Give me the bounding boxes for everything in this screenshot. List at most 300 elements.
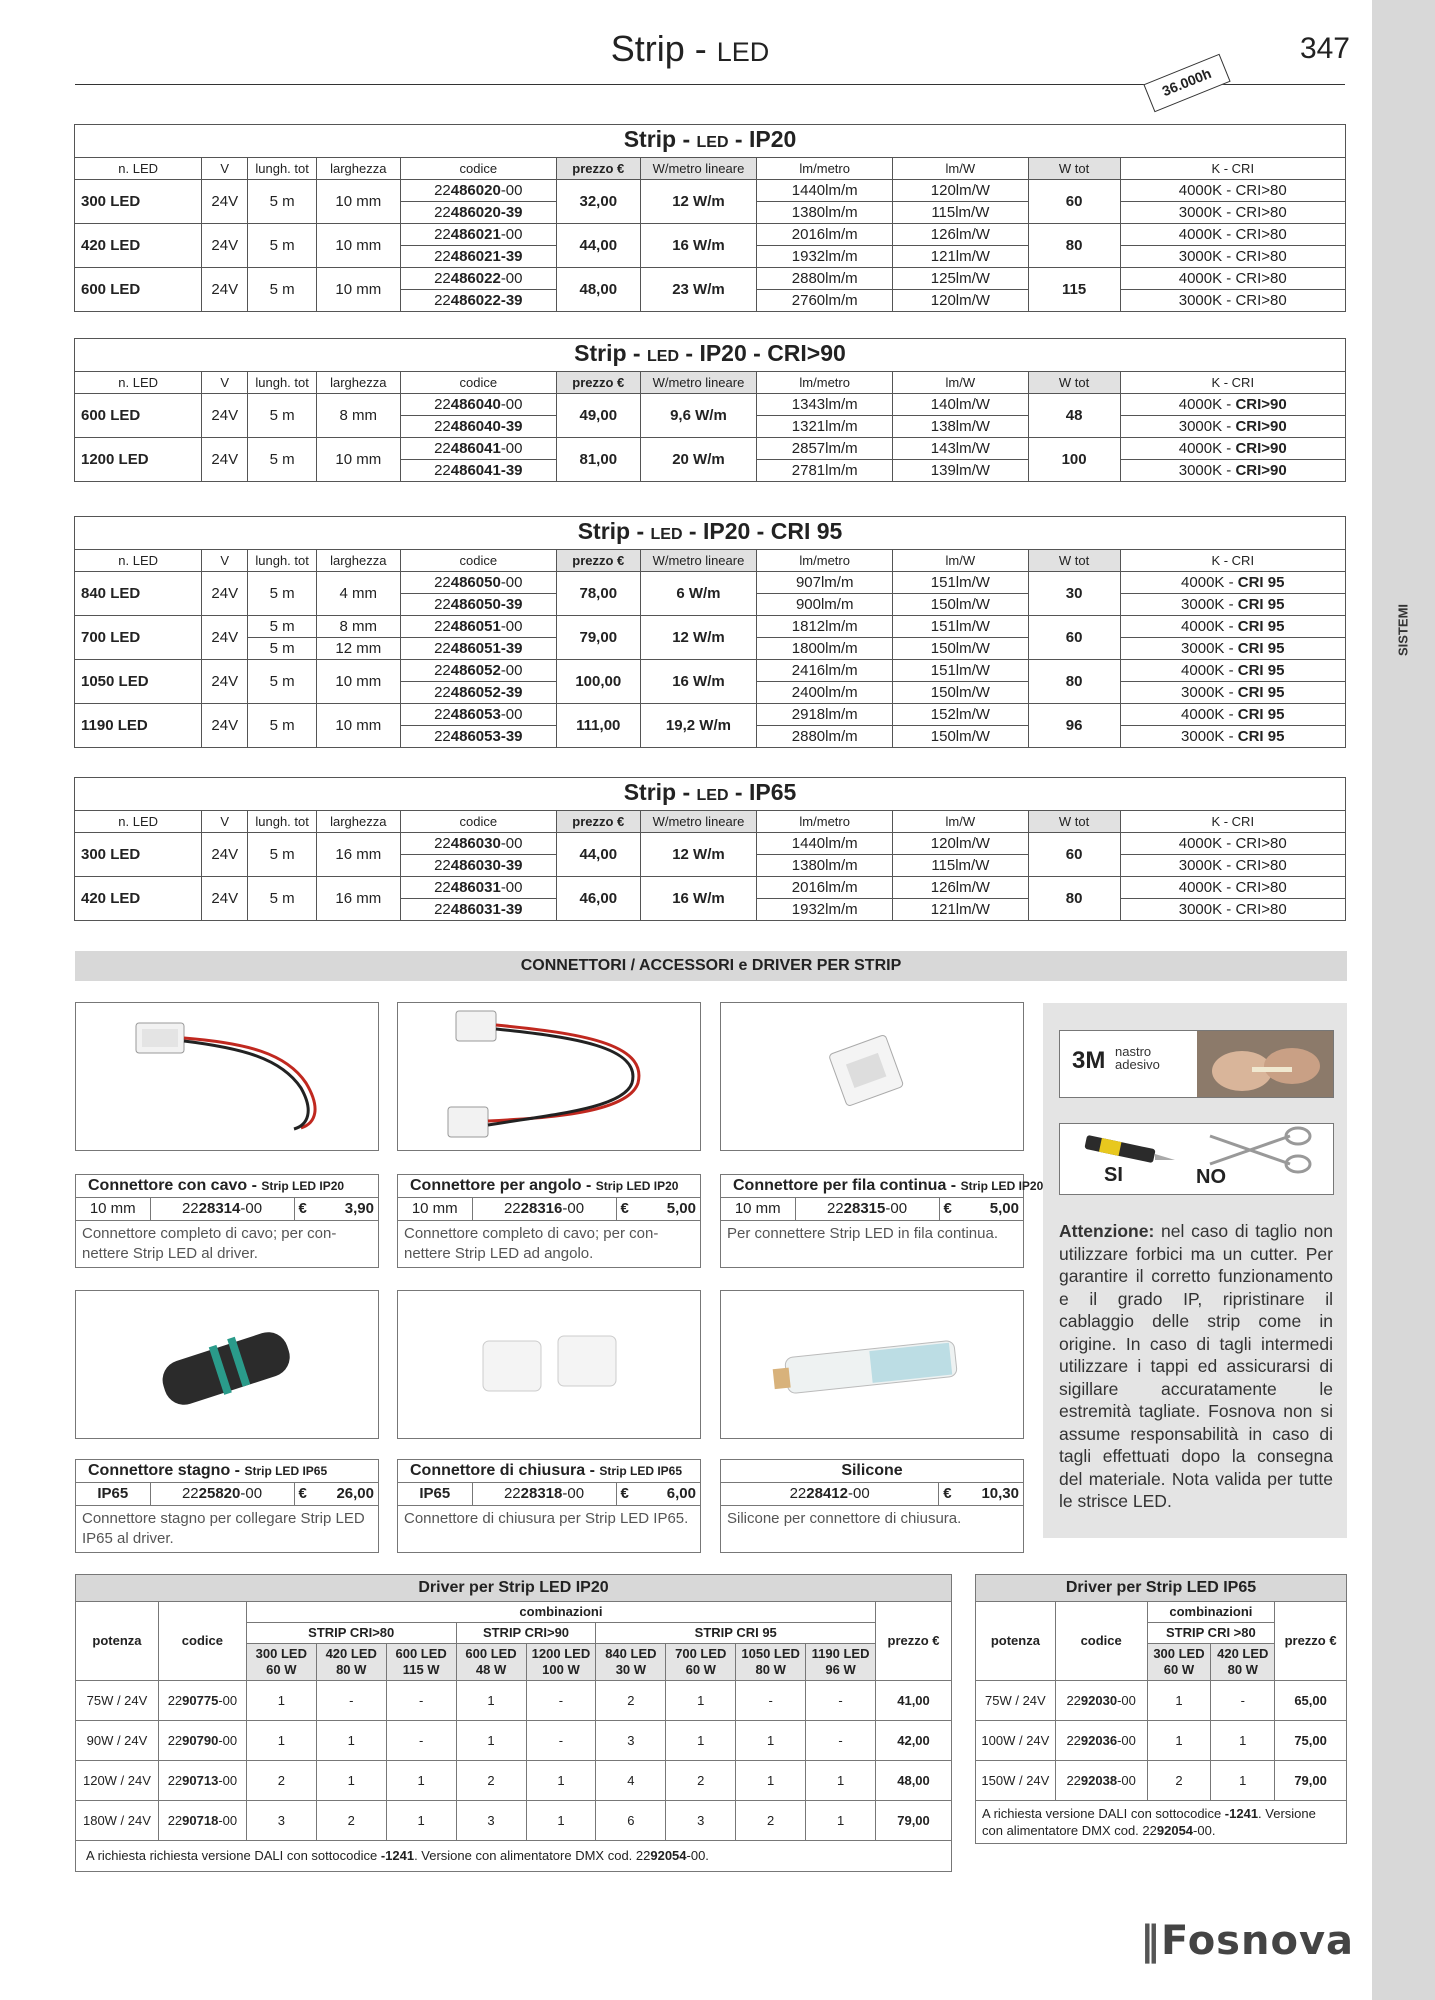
color-temp-cri: 4000K - CRI 95 — [1120, 572, 1345, 594]
price: 100,00 — [557, 660, 640, 704]
card-spec: IP65 — [398, 1483, 473, 1505]
watt-total: 30 — [1028, 572, 1120, 616]
card-price: € 5,00 — [620, 1200, 696, 1217]
table-row — [75, 660, 1346, 682]
combination-value: - — [316, 1681, 386, 1721]
column-header: n. LED — [75, 158, 202, 180]
card-description: Silicone per connettore di chiusura. — [727, 1510, 962, 1527]
card-code: 2225820-00 — [151, 1483, 295, 1505]
led-count: 840 LED — [75, 572, 202, 616]
price: 78,00 — [557, 572, 640, 616]
card-spec: 10 mm — [76, 1198, 151, 1220]
column-header: prezzo € — [557, 550, 640, 572]
color-temp-cri: 4000K - CRI 95 — [1120, 704, 1345, 726]
lumen-per-meter: 2880lm/m — [757, 268, 893, 290]
card-description: Per connettere Strip LED in fila continua. — [727, 1225, 998, 1242]
spec-table — [74, 338, 1346, 482]
fosnova-logo: ‖Fosnova — [1140, 1918, 1355, 1964]
spec-table — [74, 124, 1346, 312]
strip-table-2 — [74, 338, 1346, 482]
column-header: lungh. tot — [248, 550, 317, 572]
card-spec-row — [76, 1198, 378, 1221]
width: 12 mm — [317, 638, 400, 660]
voltage: 24V — [202, 877, 248, 921]
cutting-info-box — [1043, 1003, 1347, 1538]
card-spec: IP65 — [76, 1483, 151, 1505]
column-header: lm/W — [893, 550, 1029, 572]
led-count: 1200 LED — [75, 438, 202, 482]
driver-code: 2290790-00 — [158, 1721, 246, 1761]
page-title: Strip - LED — [610, 28, 770, 69]
table-row — [75, 572, 1346, 594]
color-temp-cri: 3000K - CRI>80 — [1120, 202, 1345, 224]
combination-value: 1 — [736, 1761, 806, 1801]
column-header: V — [202, 158, 248, 180]
voltage: 24V — [202, 180, 248, 224]
card-spec-row — [398, 1483, 700, 1506]
tape-hands-image — [1197, 1031, 1333, 1097]
lumen-per-watt: 138lm/W — [893, 416, 1029, 438]
color-temp-cri: 3000K - CRI>80 — [1120, 246, 1345, 268]
photo-connector-cable — [75, 1002, 379, 1151]
driver-price: 48,00 — [876, 1761, 952, 1801]
photo-connector-angle — [397, 1002, 701, 1151]
card-code: 2228315-00 — [796, 1198, 940, 1220]
led-count: 420 LED — [75, 224, 202, 268]
watt-per-meter: 16 W/m — [640, 224, 757, 268]
table-row — [976, 1721, 1347, 1761]
combination-value: - — [736, 1681, 806, 1721]
combination-value: - — [1211, 1681, 1275, 1721]
lumen-per-meter: 1812lm/m — [757, 616, 893, 638]
column-header: prezzo € — [557, 372, 640, 394]
price: 81,00 — [557, 438, 640, 482]
column-header: W/metro lineare — [640, 550, 757, 572]
combination-value: 1 — [806, 1801, 876, 1841]
product-code: 22486053-39 — [400, 726, 557, 748]
column-header: lm/metro — [757, 372, 893, 394]
column-header: lm/metro — [757, 811, 893, 833]
yes-label: SI — [1104, 1164, 1123, 1186]
lumen-per-watt: 121lm/W — [893, 899, 1029, 921]
strip-column-header: 1200 LED 100 W — [526, 1644, 596, 1681]
table-row — [75, 704, 1346, 726]
led-count: 1190 LED — [75, 704, 202, 748]
product-code: 22486052-00 — [400, 660, 557, 682]
price-header: prezzo € — [1275, 1602, 1347, 1681]
strip-column-header: 700 LED 60 W — [666, 1644, 736, 1681]
combination-value: - — [526, 1681, 596, 1721]
combination-value: 1 — [526, 1761, 596, 1801]
led-count: 600 LED — [75, 268, 202, 312]
lumen-per-watt: 126lm/W — [893, 877, 1029, 899]
card-title: Silicone — [721, 1460, 1023, 1483]
product-code: 22486051-00 — [400, 616, 557, 638]
watt-total: 48 — [1028, 394, 1120, 438]
driver-code: 2290713-00 — [158, 1761, 246, 1801]
lumen-per-watt: 152lm/W — [893, 704, 1029, 726]
lumen-per-meter: 2400lm/m — [757, 682, 893, 704]
driver-code: 2290718-00 — [158, 1801, 246, 1841]
product-code: 22486021-00 — [400, 224, 557, 246]
strip-column-header: 300 LED 60 W — [1147, 1644, 1211, 1681]
table-row — [75, 268, 1346, 290]
driver-price: 42,00 — [876, 1721, 952, 1761]
driver-power: 180W / 24V — [76, 1801, 159, 1841]
strip-column-header: 300 LED 60 W — [246, 1644, 316, 1681]
length: 5 m — [248, 394, 317, 438]
strip-table-1 — [74, 124, 1346, 312]
driver-price: 79,00 — [1275, 1761, 1347, 1801]
lumen-per-meter: 1932lm/m — [757, 246, 893, 268]
combination-value: 3 — [246, 1801, 316, 1841]
card-spec-row — [76, 1483, 378, 1506]
column-header: K - CRI — [1120, 811, 1345, 833]
color-temp-cri: 4000K - CRI>90 — [1120, 438, 1345, 460]
lifetime-stamp: 36.000h — [1143, 54, 1230, 113]
column-header: lm/W — [893, 158, 1029, 180]
watt-total: 115 — [1028, 268, 1120, 312]
product-code: 22486050-39 — [400, 594, 557, 616]
section-label: SISTEMI — [1395, 604, 1411, 657]
card-code: 2228412-00 — [721, 1483, 939, 1505]
group-header: STRIP CRI>80 — [246, 1623, 456, 1644]
lumen-per-watt: 120lm/W — [893, 290, 1029, 312]
column-header: codice — [400, 372, 557, 394]
column-header: n. LED — [75, 811, 202, 833]
column-header: W/metro lineare — [640, 811, 757, 833]
lumen-per-watt: 125lm/W — [893, 268, 1029, 290]
column-header: W/metro lineare — [640, 158, 757, 180]
code-header: codice — [1055, 1602, 1147, 1681]
driver-code: 2292036-00 — [1055, 1721, 1147, 1761]
card-description: Connettore di chiusura per Strip LED IP65. — [404, 1510, 689, 1527]
lumen-per-watt: 121lm/W — [893, 246, 1029, 268]
watt-per-meter: 12 W/m — [640, 180, 757, 224]
voltage: 24V — [202, 704, 248, 748]
table-row — [76, 1801, 952, 1841]
watt-per-meter: 6 W/m — [640, 572, 757, 616]
product-code: 22486040-39 — [400, 416, 557, 438]
card-price: € 10,30 — [943, 1485, 1019, 1502]
accessories-banner: CONNETTORI / ACCESSORI e DRIVER PER STRIP — [75, 951, 1347, 981]
product-code: 22486021-39 — [400, 246, 557, 268]
driver-ip20-table — [75, 1574, 952, 1872]
table-title: Strip - LED - IP20 — [75, 125, 1346, 158]
lumen-per-meter: 1343lm/m — [757, 394, 893, 416]
driver-code: 2292038-00 — [1055, 1761, 1147, 1801]
column-header: codice — [400, 550, 557, 572]
width: 10 mm — [317, 180, 400, 224]
column-header: prezzo € — [557, 158, 640, 180]
card-title: Connettore stagno - Strip LED IP65 — [76, 1460, 378, 1483]
product-card — [720, 1174, 1044, 1268]
column-header: n. LED — [75, 372, 202, 394]
lumen-per-watt: 139lm/W — [893, 460, 1029, 482]
watt-total: 60 — [1028, 833, 1120, 877]
combinations-header: combinazioni — [246, 1602, 875, 1623]
combination-value: 6 — [596, 1801, 666, 1841]
combination-value: 2 — [1147, 1761, 1211, 1801]
spec-table — [74, 516, 1346, 748]
length: 5 m — [248, 660, 317, 704]
group-header: STRIP CRI 95 — [596, 1623, 876, 1644]
combination-value: 1 — [456, 1681, 526, 1721]
table-row — [75, 616, 1346, 638]
card-description: Connettore completo di cavo; per connettere Strip LED ad angolo. — [404, 1225, 659, 1262]
code-header: codice — [158, 1602, 246, 1681]
combination-value: 1 — [456, 1721, 526, 1761]
width: 8 mm — [317, 394, 400, 438]
column-header: V — [202, 372, 248, 394]
lumen-per-watt: 151lm/W — [893, 616, 1029, 638]
lumen-per-meter: 1440lm/m — [757, 833, 893, 855]
lumen-per-watt: 150lm/W — [893, 682, 1029, 704]
voltage: 24V — [202, 394, 248, 438]
table-row — [75, 833, 1346, 855]
group-header: STRIP CRI>90 — [456, 1623, 596, 1644]
card-description: Connettore completo di cavo; per connettere Strip LED al driver. — [82, 1225, 337, 1262]
combination-value: 2 — [666, 1761, 736, 1801]
product-card — [75, 1174, 379, 1268]
driver-power: 150W / 24V — [976, 1761, 1056, 1801]
product-card — [720, 1459, 1024, 1553]
combination-value: 1 — [526, 1801, 596, 1841]
driver-power: 75W / 24V — [76, 1681, 159, 1721]
table-title: Strip - LED - IP65 — [75, 778, 1346, 811]
product-code: 22486053-00 — [400, 704, 557, 726]
column-header: V — [202, 550, 248, 572]
table-row — [75, 438, 1346, 460]
watt-total: 100 — [1028, 438, 1120, 482]
combinations-header: combinazioni — [1147, 1602, 1275, 1623]
table-row — [76, 1761, 952, 1801]
driver-ip20-note: A richiesta richiesta versione DALI con sottocodice -1241. Versione con alimentatore DMX cod. 2292054-00. — [76, 1841, 952, 1872]
power-header: potenza — [976, 1602, 1056, 1681]
combination-value: - — [806, 1681, 876, 1721]
photo-end-cap — [397, 1290, 701, 1439]
width: 10 mm — [317, 224, 400, 268]
length: 5 m — [248, 616, 317, 638]
combination-value: 4 — [596, 1761, 666, 1801]
width: 10 mm — [317, 704, 400, 748]
led-count: 700 LED — [75, 616, 202, 660]
strip-column-header: 420 LED 80 W — [316, 1644, 386, 1681]
connector-cable-image — [76, 1003, 378, 1150]
strip-table-4 — [74, 777, 1346, 921]
color-temp-cri: 4000K - CRI>80 — [1120, 833, 1345, 855]
color-temp-cri: 3000K - CRI 95 — [1120, 594, 1345, 616]
color-temp-cri: 4000K - CRI 95 — [1120, 616, 1345, 638]
lumen-per-meter: 2016lm/m — [757, 224, 893, 246]
combination-value: 1 — [246, 1721, 316, 1761]
watt-total: 80 — [1028, 224, 1120, 268]
column-header: W tot — [1028, 158, 1120, 180]
card-spec-row — [721, 1198, 1023, 1221]
cutter-icon — [1080, 1128, 1180, 1168]
combination-value: 1 — [386, 1801, 456, 1841]
connector-waterproof-image — [76, 1291, 378, 1438]
driver-power: 90W / 24V — [76, 1721, 159, 1761]
card-spec: 10 mm — [398, 1198, 473, 1220]
product-code: 22486022-00 — [400, 268, 557, 290]
card-title: Connettore con cavo - Strip LED IP20 — [76, 1175, 378, 1198]
product-code: 22486041-39 — [400, 460, 557, 482]
price: 46,00 — [557, 877, 640, 921]
product-code: 22486022-39 — [400, 290, 557, 312]
lumen-per-watt: 126lm/W — [893, 224, 1029, 246]
voltage: 24V — [202, 833, 248, 877]
price: 111,00 — [557, 704, 640, 748]
led-count: 300 LED — [75, 833, 202, 877]
lumen-per-meter: 2918lm/m — [757, 704, 893, 726]
combination-value: - — [386, 1681, 456, 1721]
combination-value: 2 — [316, 1801, 386, 1841]
driver-ip65-note: A richiesta versione DALI con sottocodice -1241. Versione con alimentatore DMX cod. 2292054-00. — [976, 1801, 1347, 1844]
no-label: NO — [1196, 1166, 1226, 1188]
strip-column-header: 600 LED 115 W — [386, 1644, 456, 1681]
combination-value: 3 — [596, 1721, 666, 1761]
combination-value: 1 — [1211, 1721, 1275, 1761]
lumen-per-meter: 900lm/m — [757, 594, 893, 616]
attention-text: Attenzione: nel caso di taglio non utilizzare forbici ma un cutter. Per garantire il corretto funzionamento e il grado IP, ripristinare il cablaggio delle strip come in origine. In caso di tagli intermedi utilizzare i tappi ed assicurarsi di sigillare accuratamente le estremità tagliate. Fosnova non si assume responsabilità in caso di tagli effettuati dopo la consegna del materiale. Nota valida per tutte le strisce LED. — [1059, 1221, 1333, 1511]
lumen-per-meter: 2760lm/m — [757, 290, 893, 312]
combination-value: 1 — [666, 1681, 736, 1721]
column-header: lungh. tot — [248, 372, 317, 394]
table-row — [75, 180, 1346, 202]
photo-connector-continuous — [720, 1002, 1024, 1151]
column-header: larghezza — [317, 158, 400, 180]
driver-ip20-title: Driver per Strip LED IP20 — [76, 1575, 952, 1602]
watt-per-meter: 19,2 W/m — [640, 704, 757, 748]
column-header: K - CRI — [1120, 550, 1345, 572]
watt-per-meter: 16 W/m — [640, 877, 757, 921]
voltage: 24V — [202, 572, 248, 616]
product-code: 22486020-39 — [400, 202, 557, 224]
photo-silicone — [720, 1290, 1024, 1439]
color-temp-cri: 3000K - CRI>80 — [1120, 290, 1345, 312]
watt-per-meter: 12 W/m — [640, 833, 757, 877]
combination-value: 1 — [736, 1721, 806, 1761]
lumen-per-meter: 907lm/m — [757, 572, 893, 594]
combination-value: 1 — [666, 1721, 736, 1761]
column-header: lm/W — [893, 372, 1029, 394]
strip-table-3 — [74, 516, 1346, 748]
card-price: € 5,00 — [943, 1200, 1019, 1217]
watt-per-meter: 20 W/m — [640, 438, 757, 482]
length: 5 m — [248, 704, 317, 748]
product-code: 22486040-00 — [400, 394, 557, 416]
color-temp-cri: 3000K - CRI>80 — [1120, 855, 1345, 877]
product-code: 22486030-39 — [400, 855, 557, 877]
length: 5 m — [248, 638, 317, 660]
lumen-per-watt: 150lm/W — [893, 594, 1029, 616]
length: 5 m — [248, 224, 317, 268]
watt-per-meter: 23 W/m — [640, 268, 757, 312]
lumen-per-meter: 1440lm/m — [757, 180, 893, 202]
lumen-per-watt: 120lm/W — [893, 180, 1029, 202]
column-header: larghezza — [317, 372, 400, 394]
watt-per-meter: 12 W/m — [640, 616, 757, 660]
side-band — [1372, 0, 1435, 2000]
combination-value: 1 — [1147, 1721, 1211, 1761]
card-code: 2228316-00 — [473, 1198, 617, 1220]
card-price: € 6,00 — [620, 1485, 696, 1502]
column-header: K - CRI — [1120, 372, 1345, 394]
product-code: 22486041-00 — [400, 438, 557, 460]
column-header: lm/W — [893, 811, 1029, 833]
lumen-per-watt: 143lm/W — [893, 438, 1029, 460]
combination-value: 2 — [736, 1801, 806, 1841]
column-header: K - CRI — [1120, 158, 1345, 180]
width: 10 mm — [317, 268, 400, 312]
product-code: 22486050-00 — [400, 572, 557, 594]
product-code: 22486051-39 — [400, 638, 557, 660]
length: 5 m — [248, 268, 317, 312]
color-temp-cri: 4000K - CRI>80 — [1120, 268, 1345, 290]
column-header: lungh. tot — [248, 811, 317, 833]
card-price: € 26,00 — [298, 1485, 374, 1502]
card-title: Connettore per fila continua - Strip LED IP20 — [721, 1175, 1023, 1198]
tools-panel — [1059, 1123, 1334, 1195]
strip-column-header: 1190 LED 96 W — [806, 1644, 876, 1681]
column-header: W tot — [1028, 811, 1120, 833]
voltage: 24V — [202, 660, 248, 704]
lumen-per-meter: 2880lm/m — [757, 726, 893, 748]
product-code: 22486020-00 — [400, 180, 557, 202]
color-temp-cri: 4000K - CRI>80 — [1120, 180, 1345, 202]
lumen-per-meter: 1380lm/m — [757, 202, 893, 224]
lumen-per-watt: 140lm/W — [893, 394, 1029, 416]
lumen-per-watt: 150lm/W — [893, 726, 1029, 748]
length: 5 m — [248, 438, 317, 482]
card-spec-row — [398, 1198, 700, 1221]
driver-code: 2292030-00 — [1055, 1681, 1147, 1721]
strip-column-header: 420 LED 80 W — [1211, 1644, 1275, 1681]
table-title: Strip - LED - IP20 - CRI>90 — [75, 339, 1346, 372]
table-row — [76, 1721, 952, 1761]
strip-column-header: 600 LED 48 W — [456, 1644, 526, 1681]
combination-value: - — [526, 1721, 596, 1761]
length: 5 m — [248, 877, 317, 921]
column-header: lm/metro — [757, 550, 893, 572]
color-temp-cri: 3000K - CRI 95 — [1120, 638, 1345, 660]
lumen-per-meter: 1321lm/m — [757, 416, 893, 438]
product-card — [397, 1174, 701, 1268]
color-temp-cri: 3000K - CRI>90 — [1120, 460, 1345, 482]
width: 10 mm — [317, 438, 400, 482]
voltage: 24V — [202, 224, 248, 268]
driver-ip65-title: Driver per Strip LED IP65 — [976, 1575, 1347, 1602]
silicone-tube-image — [721, 1291, 1023, 1438]
voltage: 24V — [202, 616, 248, 660]
combination-value: 2 — [246, 1761, 316, 1801]
combination-value: 3 — [666, 1801, 736, 1841]
product-code: 22486030-00 — [400, 833, 557, 855]
color-temp-cri: 4000K - CRI 95 — [1120, 660, 1345, 682]
color-temp-cri: 3000K - CRI 95 — [1120, 682, 1345, 704]
width: 10 mm — [317, 660, 400, 704]
column-header: larghezza — [317, 811, 400, 833]
group-header: STRIP CRI >80 — [1147, 1623, 1275, 1644]
combination-value: 1 — [1211, 1761, 1275, 1801]
driver-code: 2290775-00 — [158, 1681, 246, 1721]
width: 16 mm — [317, 833, 400, 877]
width: 4 mm — [317, 572, 400, 616]
product-code: 22486052-39 — [400, 682, 557, 704]
table-title: Strip - LED - IP20 - CRI 95 — [75, 517, 1346, 550]
price: 79,00 — [557, 616, 640, 660]
